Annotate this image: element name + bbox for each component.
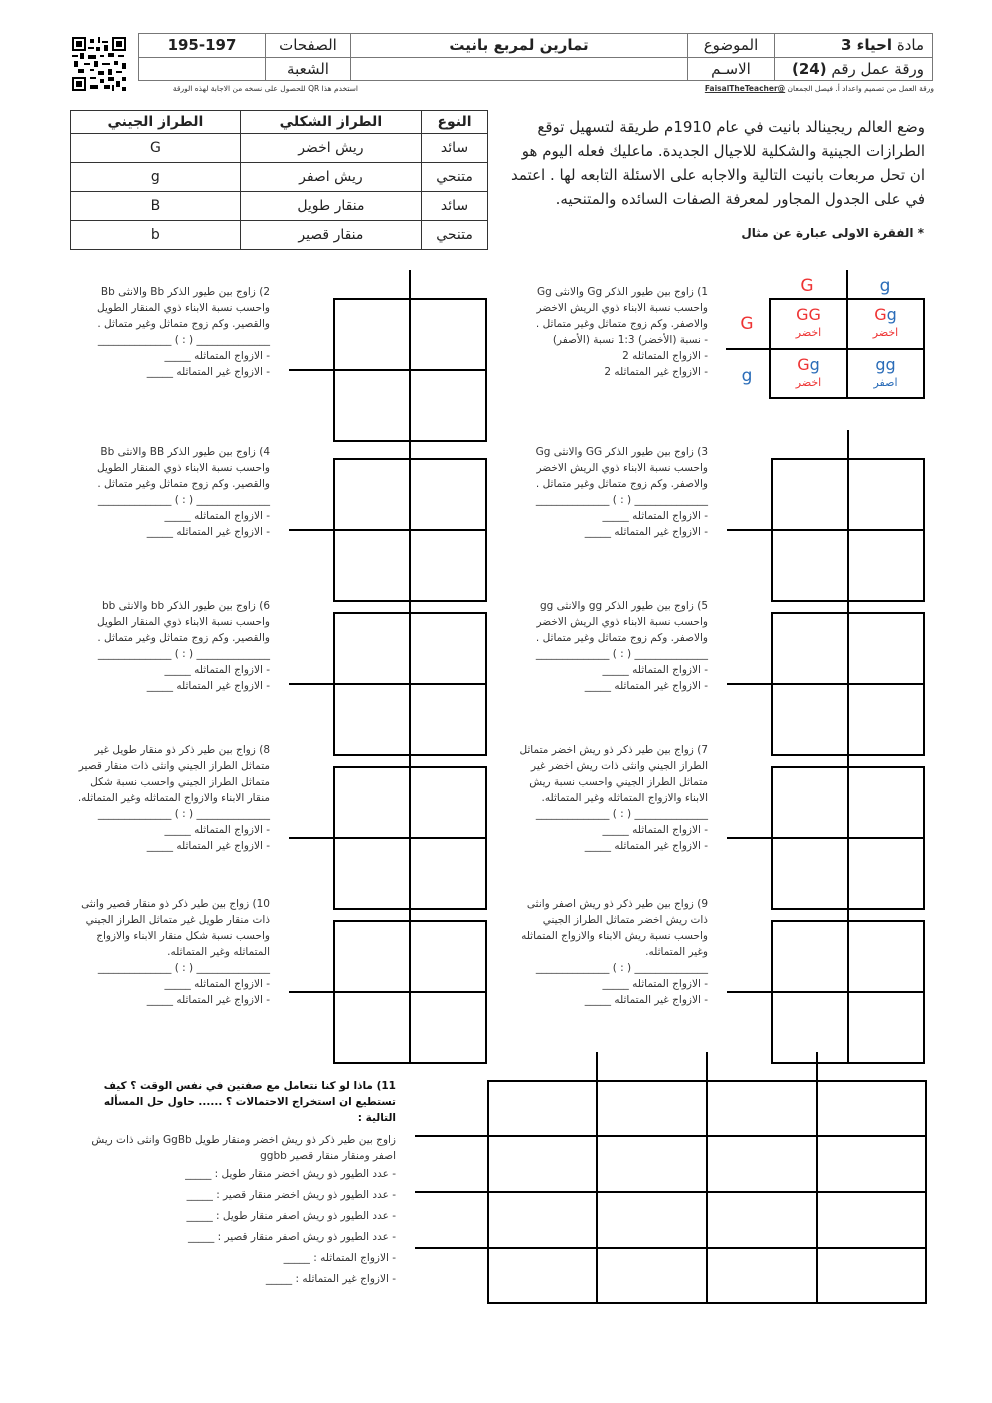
example-note: * الفقرة الاولى عبارة عن مثال [741,226,924,240]
question-line: - الازواج غير المتماثله _____ [146,366,270,378]
question-line: 3) زاوج بين طيور الذكر GG والانثى Gg [535,446,708,458]
grid-line [409,892,411,1064]
grid-line [847,584,849,756]
question-line: - الازواج غير المتماثله _____ [146,994,270,1006]
question-line: 4) زاوج بين طيور الذكر BB والانثى Bb [100,446,270,458]
grid-line [409,584,411,756]
cell-phenotype: اصفر [873,376,898,389]
subject-cell [775,34,933,58]
question-5 [508,598,708,694]
traits-header: الطراز الشكلي [240,111,421,134]
table-row [71,192,488,221]
worksheet-label: ورقة عمل رقم [831,59,924,78]
question-line: 10) زواج بين طير ذكر ذو منقار قصير وانثى [81,898,270,910]
grid-line [727,529,925,531]
name-value[interactable] [351,57,688,81]
grid-line [415,1191,927,1193]
question-11 [70,1078,396,1290]
qr-code-graphic [72,37,126,91]
question-line: والقصير. وكم زوج متماثل وغير متماثل . [97,632,270,644]
question-line: - الازواج المتماثله _____ [164,664,270,676]
question-line: 2) زاوج بين طيور الذكر Bb والانثى Bb [100,286,270,298]
table-row [71,163,488,192]
question-line: - الازواج المتماثله _____ [602,510,708,522]
question-line: واحسب نسبة الابناء ذوي الريش الاخضر [536,302,708,314]
question-line: - الازواج المتماثله _____ [164,824,270,836]
q11-problem: زاوج بين طير ذكر ذو ريش اخضر ومنقار طويل GgBb وانثى ذات ريش اصفر ومنقار منقار قصير ggbb [91,1134,396,1162]
grid-line [289,837,487,839]
qr-note: استخدم هذا QR للحصول على نسخه من الاجابة لهذه الورقة [172,84,358,93]
question-4 [70,444,270,540]
credit-handle[interactable]: @FaisalTheTeacher [704,84,786,93]
question-line: - الازواج المتماثله _____ [602,824,708,836]
table-cell: ريش اخضر [240,134,421,163]
question-line: متماثل الطراز الجيني واحسب نسبة شكل [90,776,270,788]
question-line: - الازواج غير المتماثله _____ [584,680,708,692]
question-line: واحسب نسبة الابناء ذوي الريش الاخضر [536,462,708,474]
question-line: ______________ ( : ) ______________ [535,962,708,974]
question-line: - الازواج غير المتماثله _____ [584,840,708,852]
subject-value: احياء 3 [841,36,893,55]
table-cell: G [71,134,241,163]
grid-line [409,738,411,910]
question-line: 6) زاوج بين طيور الذكر bb والانثى bb [101,600,270,612]
pages-label: الصفحات [266,34,351,58]
grid-line [415,1247,927,1249]
question-line: - الازواج غير المتماثله _____ [146,840,270,852]
table-cell: متنحي [422,221,488,250]
topic-value: تمارين لمربع بانيت [351,34,688,58]
cell-phenotype: اخضر [795,326,822,339]
question-line: ذات ريش اخضر متماثل الطراز الجيني [542,914,708,926]
question-line: - عدد الطيور ذو ريش اخضر منقار طويل : _____ [185,1168,396,1180]
grid-line [596,1052,598,1304]
question-line: - عدد الطيور ذو ريش اصفر منقار طويل : _____ [186,1210,396,1222]
question-6 [70,598,270,694]
question-line: - الازواج المتماثله _____ [602,978,708,990]
worksheet-cell [775,57,933,81]
table-row [71,134,488,163]
grid-line [727,837,925,839]
grid-line [727,683,925,685]
question-line: 1) زاوج بين طيور الذكر Gg والانثى Gg [537,286,708,298]
example-cell [848,305,923,339]
question-line: واحسب نسبة الابناء ذوي المنقار الطويل [97,616,270,628]
table-cell: متنحي [422,163,488,192]
question-line: ______________ ( : ) ______________ [97,808,270,820]
question-line: ______________ ( : ) ______________ [535,648,708,660]
side-allele: G [740,314,754,334]
table-cell: b [71,221,241,250]
question-line: - عدد الطيور ذو ريش اخضر منقار قصير : _____ [186,1189,396,1201]
example-cell [771,305,846,339]
question-2 [70,284,270,380]
grid-line [847,430,849,602]
question-line: الابناء والازواج المتماثله وغير المتماثله. [541,792,708,804]
question-line: - الازواج المتماثله _____ [602,664,708,676]
grid-line [727,991,925,993]
traits-table [70,110,488,250]
section-value[interactable] [139,57,266,81]
table-cell: B [71,192,241,221]
question-line: - عدد الطيور ذو ريش اصفر منقار قصير : _____ [188,1231,396,1243]
credit-prefix: ورقة العمل من تصميم واعداد أ. فيصل الجمعان [787,84,934,93]
pages-value: 195-197 [139,34,266,58]
question-line: متماثل الطراز الجيني وانثى ذات منقار قصير [78,760,270,772]
question-10 [70,896,270,1008]
question-line: - الازواج المتماثله _____ [164,510,270,522]
cell-phenotype: اخضر [872,326,899,339]
example-cell [771,355,846,389]
question-line: ذات منقار طويل غير متماثل الطراز الجيني [85,914,270,926]
question-line: والقصير. وكم زوج متماثل وغير متماثل . [97,478,270,490]
question-line: - الازواج غير المتماثله _____ [146,526,270,538]
subject-label: مادة [896,36,924,55]
intro-paragraph: وضع العالم ريجينالد بانيت في عام 1910م طريقة لتسهيل توقع الطرازات الجينية والشكلية للاجيال الجديدة. ماعليك فعله اليوم هو ان تحل مربعات بانيت التالية والاجابه على الاسئلة التابعه لها . اعتمد في على الجدول المجاور لمعرفة الصفات السائده والمتنحيه. [511,118,925,208]
question-line: واحسب نسبة شكل منقار الابناء والازواج [96,930,270,942]
question-line: ______________ ( : ) ______________ [97,962,270,974]
table-row [71,221,488,250]
grid-line [847,892,849,1064]
table-cell: سائد [422,192,488,221]
credit-line [690,84,934,93]
question-line: متماثل الطراز الجيني واحسب نسبة ريش [529,776,708,788]
question-line: والاصفر. وكم زوج متماثل وغير متماثل . [535,632,708,644]
cell-genotype: GG [796,305,821,324]
grid-line [289,683,487,685]
question-line: - الازواج غير المتماثله _____ [146,680,270,692]
question-line: وغير المتماثله. [645,946,708,958]
traits-header: الطراز الجيني [71,111,241,134]
question-line: والاصفر. وكم زوج متماثل وغير متماثل . [535,318,708,330]
question-line: الطراز الجيني وانثى ذات ريش اخضر غير [531,760,708,772]
question-8 [70,742,270,854]
cell-phenotype: اخضر [795,376,822,389]
question-1 [508,284,708,380]
section-label: الشعبة [266,57,351,81]
question-line: ______________ ( : ) ______________ [535,808,708,820]
question-line: - الازواج المتماثله _____ [164,978,270,990]
question-line: واحسب نسبة الابناء ذوي الريش الاخضر [536,616,708,628]
table-cell: منقار طويل [240,192,421,221]
side-allele: g [741,366,753,386]
question-line: 9) زواج بين طير ذكر ذو ريش اصفر وانثى [526,898,708,910]
question-line: ______________ ( : ) ______________ [97,334,270,346]
question-line: 8) زواج بين طير ذكر ذو منقار طويل غير [94,744,270,756]
grid-line [847,738,849,910]
cell-genotype: Gg [797,355,820,374]
grid-line [409,430,411,602]
question-7 [508,742,708,854]
example-cell [848,355,923,389]
grid-line [409,270,411,442]
question-line: ______________ ( : ) ______________ [97,494,270,506]
question-line: - الازواج غير المتماثله _____ [584,994,708,1006]
grid-line [726,348,925,350]
question-line: واحسب نسبة الابناء ذوي المنقار الطويل [97,462,270,474]
topic-label: الموضوع [688,34,775,58]
question-line: - الازواج غير المتماثله _____ [584,526,708,538]
cell-genotype: gg [875,355,896,374]
question-line: - الازواج غير المتماثله 2 [604,366,708,378]
table-cell: منقار قصير [240,221,421,250]
question-line: والقصير. وكم زوج متماثل وغير متماثل . [97,318,270,330]
cell-genotype: Gg [874,305,897,324]
table-cell: g [71,163,241,192]
question-line: - نسبة (الأخضر) 1:3 نسبة (الأصفر) [552,334,708,346]
grid-line [816,1052,818,1304]
name-label: الاسـم [688,57,775,81]
question-line: ______________ ( : ) ______________ [97,648,270,660]
question-line: واحسب نسبة ريش الابناء والازواج المتماثله [521,930,708,942]
q11-title: 11) ماذا لو كنا نتعامل مع صفتين في نفس الوقت ؟ كيف تستطيع ان استخراج الاحتمالات ؟ ...... حاول حل المسأله التالية : [103,1080,396,1124]
grid-line [289,991,487,993]
grid-line [706,1052,708,1304]
top-allele: g [879,276,891,296]
question-line: ______________ ( : ) ______________ [535,494,708,506]
question-line: 5) زاوج بين طيور الذكر gg والانثى gg [539,600,708,612]
question-line: - الازواج المتماثله 2 [622,350,708,362]
table-cell: ريش اصفر [240,163,421,192]
question-line: 7) زواج بين طير ذكر ذو ريش اخضر متماثل [519,744,708,756]
top-allele: G [800,276,814,296]
qr-code[interactable] [72,37,126,91]
question-line: والاصفر. وكم زوج متماثل وغير متماثل . [535,478,708,490]
question-line: - الازواج المتماثله _____ [164,350,270,362]
table-cell: سائد [422,134,488,163]
grid-line [415,1135,927,1137]
question-line: - الازواج غير المتماثله : _____ [265,1273,396,1285]
question-3 [508,444,708,540]
header-table [138,33,933,81]
traits-header: النوع [422,111,488,134]
question-line: واحسب نسبة الابناء ذوي المنقار الطويل [97,302,270,314]
question-line: المتماثله وغير المتماثله. [167,946,270,958]
question-9 [508,896,708,1008]
grid-line [289,369,487,371]
question-line: منقار الابناء والازواج المتماثله وغير المتماثله. [77,792,270,804]
grid-line [289,529,487,531]
worksheet-value: (24) [792,59,827,78]
question-line: - الازواج المتماثله : _____ [283,1252,396,1264]
